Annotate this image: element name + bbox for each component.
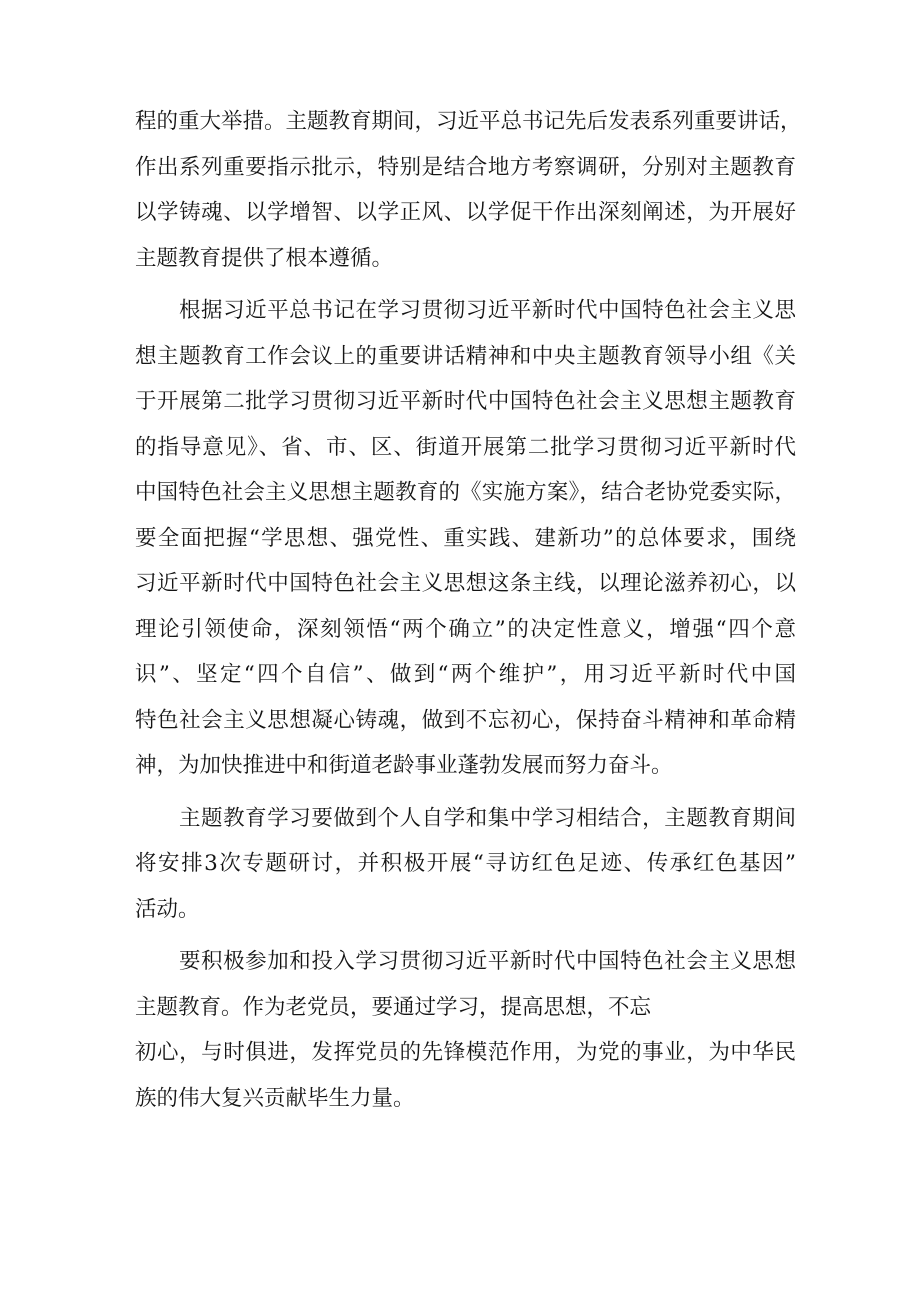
- text-line: 的指导意见》、省、市、区、街道开展第二批学习贯彻习近平新时代: [135, 434, 796, 460]
- paragraph-1: [135, 99, 802, 281]
- text-line: 想主题教育工作会议上的重要讲话精神和中央主题教育领导小组《关: [135, 343, 796, 369]
- text-line: 主题教育。作为老党员，要通过学习，提高思想，不忘: [135, 994, 652, 1020]
- text-line: 程的重大举措。主题教育期间，习近平总书记先后发表系列重要讲话，: [135, 109, 802, 134]
- text-line: 要全面把握“学思想、强党性、重实践、建新功”的总体要求，围绕: [135, 525, 796, 551]
- text-line: 族的伟大复兴贡献毕生力量。: [135, 1085, 415, 1111]
- text-line: 作出系列重要指示批示，特别是结合地方考察调研，分别对主题教育: [135, 154, 796, 180]
- paragraph-2: [135, 288, 796, 789]
- text-line: 习近平新时代中国特色社会主义思想这条主线，以理论滋养初心，以: [135, 571, 796, 596]
- text-line: 识”、坚定“四个自信”、做到“两个维护”，用习近平新时代中国: [135, 662, 796, 687]
- paragraph-4: [135, 939, 796, 1121]
- text-line: 初心，与时俱进，发挥党员的先锋模范作用，为党的事业，为中华民: [135, 1040, 796, 1065]
- text-line: 于开展第二批学习贯彻习近平新时代中国特色社会主义思想主题教育: [135, 389, 796, 414]
- text-line: 理论引领使命，深刻领悟“两个确立”的决定性意义，增强“四个意: [135, 616, 796, 642]
- text-line: 中国特色社会主义思想主题教育的《实施方案》，结合老协党委实际，: [135, 480, 796, 505]
- text-line: 主题教育学习要做到个人自学和集中学习相结合，主题教育期间: [179, 805, 796, 831]
- text-line: 以学铸魂、以学增智、以学正风、以学促干作出深刻阐述，为开展好: [135, 200, 796, 225]
- text-line: 根据习近平总书记在学习贯彻习近平新时代中国特色社会主义思: [179, 298, 796, 323]
- text-line: 特色社会主义思想凝心铸魂，做到不忘初心，保持奋斗精神和革命精: [135, 707, 796, 733]
- text-line: 要积极参加和投入学习贯彻习近平新时代中国特色社会主义思想: [179, 949, 796, 974]
- text-line: 活动。: [135, 896, 200, 922]
- text-line: 神，为加快推进中和街道老龄事业蓬勃发展而努力奋斗。: [135, 753, 673, 778]
- text-line: 主题教育提供了根本遵循。: [135, 245, 394, 271]
- text-line: 将安排3次专题研讨，并积极开展“寻访红色足迹、传承红色基因”: [135, 851, 796, 876]
- paragraph-3: [135, 796, 796, 933]
- document-body: [135, 99, 802, 1121]
